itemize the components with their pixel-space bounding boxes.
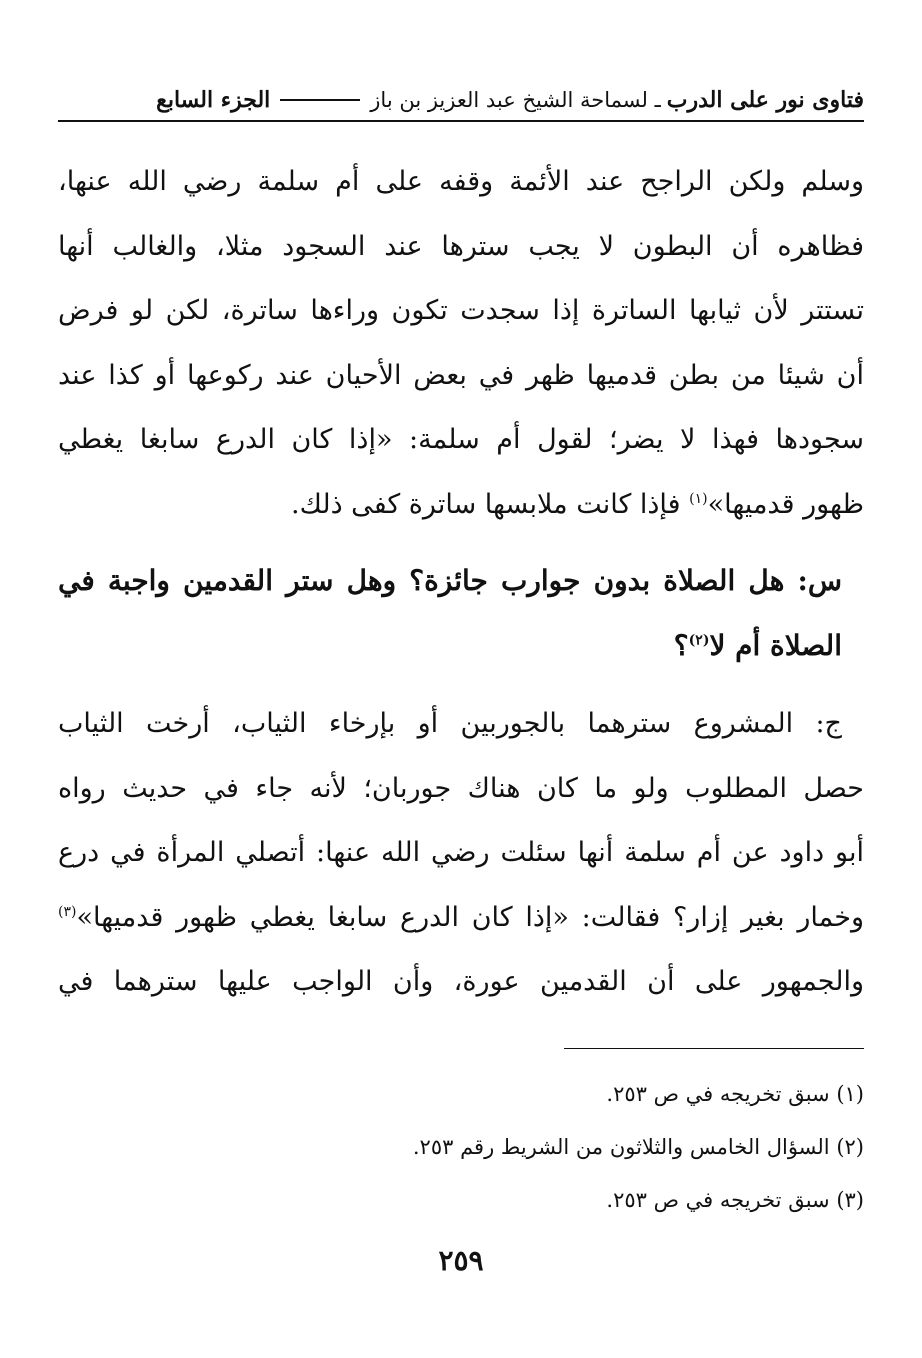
answer-line: والجمهور على أن القدمين عورة، وأن الواجب عليها سترهما في — [58, 966, 864, 997]
header-author: ـ لسماحة الشيخ عبد العزيز بن باز — [370, 88, 661, 112]
answer-line — [58, 886, 864, 951]
answer-line: حصل المطلوب ولو ما كان هناك جوربان؛ لأنه جاء في حديث رواه — [58, 772, 864, 804]
footnote-ref: (١) — [689, 490, 708, 507]
text-line: فظاهره أن البطون لا يجب سترها عند السجود مثلا، والغالب أنها — [58, 230, 864, 262]
text-segment: فإذا كانت ملابسها ساترة كفى ذلك. — [291, 488, 690, 520]
text-line: وسلم ولكن الراجح عند الأئمة وقفه على أم سلمة رضي الله عنها، — [58, 166, 864, 197]
paragraph-continuation — [58, 150, 864, 537]
running-header — [58, 80, 864, 122]
footnote-ref: (٢) — [688, 632, 710, 649]
footnote-item: (١) سبق تخريجه في ص ٢٥٣. — [606, 1082, 864, 1106]
answer-paragraph — [58, 692, 864, 1015]
question-paragraph — [58, 549, 864, 678]
answer-line: أبو داود عن أم سلمة أنها سئلت رضي الله عنها: أتصلي المرأة في درع — [58, 837, 864, 868]
answer-line: ج: المشروع سترهما بالجوربين أو بإرخاء الثياب، أرخت الثياب — [58, 708, 842, 739]
question-line: س: هل الصلاة بدون جوارب جائزة؟ وهل ستر القدمين واجبة في — [58, 564, 842, 597]
question-line — [58, 614, 864, 679]
footnote-item: (٣) سبق تخريجه في ص ٢٥٣. — [606, 1188, 864, 1212]
page-body — [58, 150, 864, 1015]
text-line: تستتر لأن ثيابها الساترة إذا سجدت تكون وراءها ساترة، لكن لو فرض — [58, 295, 864, 326]
footnote-item: (٢) السؤال الخامس والثلاثون من الشريط رقم ٢٥٣. — [412, 1135, 864, 1159]
text-line: سجودها فهذا لا يضر؛ لقول أم سلمة: «إذا كان الدرع سابغا يغطي — [58, 424, 864, 455]
text-segment: وخمار بغير إزار؟ فقالت: «إذا كان الدرع سابغا يغطي ظهور قدميها» — [76, 901, 864, 933]
header-book-title: فتاوى نور على الدرب — [666, 87, 864, 113]
text-line — [58, 473, 864, 538]
page-number: ٢٥٩ — [438, 1244, 484, 1277]
header-separator — [280, 99, 360, 101]
header-volume: الجزء السابع — [156, 87, 271, 113]
footnote-ref: (٣) — [58, 903, 77, 920]
text-segment: ؟ — [673, 628, 689, 662]
text-line: أن شيئا من بطن قدميها ظهر في بعض الأحيان عند ركوعها أو كذا عند — [58, 359, 864, 391]
footnotes — [58, 1068, 864, 1227]
footnote-divider — [564, 1048, 864, 1049]
text-segment: الصلاة أم لا — [709, 628, 842, 662]
text-segment: ظهور قدميها» — [707, 488, 864, 520]
